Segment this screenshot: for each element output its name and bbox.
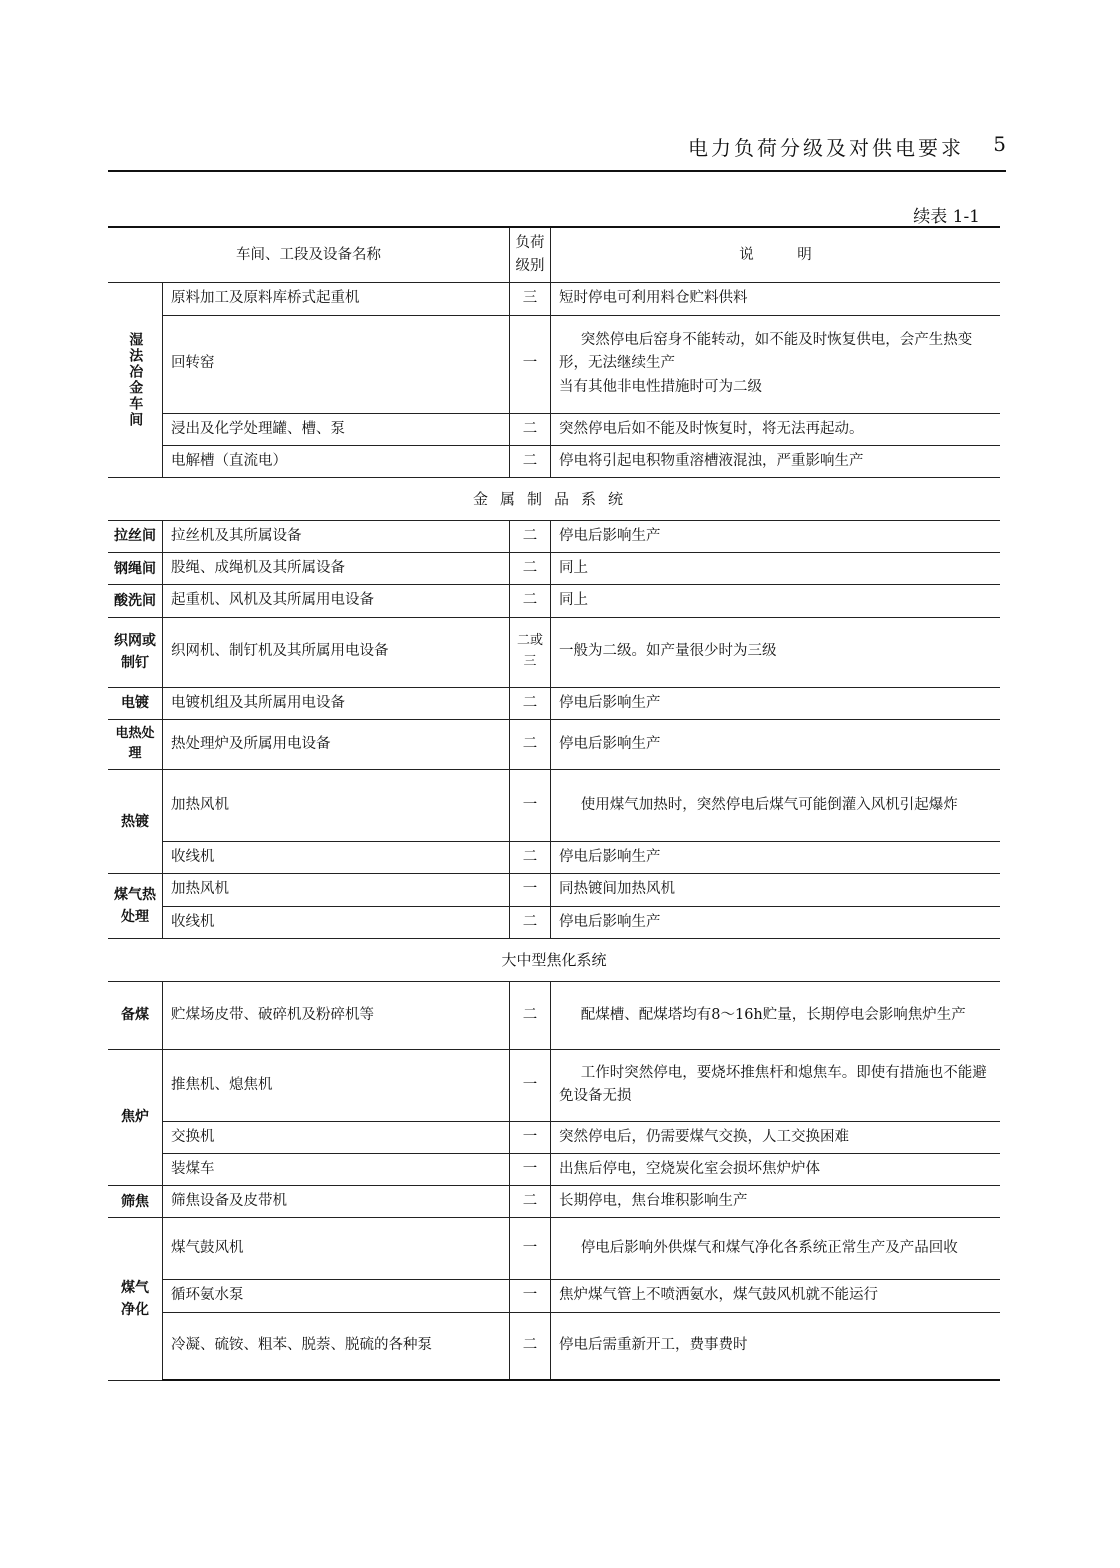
equipment-name: 筛焦设备及皮带机 (163, 1186, 510, 1218)
description: 停电后影响生产 (551, 842, 1001, 874)
description: 长期停电，焦台堆积影响生产 (551, 1186, 1001, 1218)
load-level: 二或三 (510, 617, 551, 687)
table-row (108, 770, 1000, 842)
load-level: 一 (510, 1154, 551, 1186)
group-label: 煤气热处理 (108, 874, 163, 938)
description: 同热镀间加热风机 (551, 874, 1001, 906)
description: 焦炉煤气管上不喷洒氨水，煤气鼓风机就不能运行 (551, 1280, 1001, 1312)
description: 一般为二级。如产量很少时为三级 (551, 617, 1001, 687)
continuation-label: 续表 1-1 (913, 207, 980, 227)
section-title: 金属制品系统 (108, 477, 1000, 520)
group-label: 拉丝间 (108, 520, 163, 552)
load-level: 二 (510, 906, 551, 938)
table-row (108, 445, 1000, 477)
equipment-name: 加热风机 (163, 874, 510, 906)
group-label: 织网或制钉 (108, 617, 163, 687)
description: 突然停电后，仍需要煤气交换，人工交换困难 (551, 1121, 1001, 1153)
load-level: 二 (510, 842, 551, 874)
load-level: 一 (510, 315, 551, 413)
load-level: 二 (510, 520, 551, 552)
load-level: 一 (510, 1280, 551, 1312)
table-row (108, 617, 1000, 687)
table-row (108, 1312, 1000, 1380)
table-row (108, 553, 1000, 585)
header-name: 车间、工段及设备名称 (108, 227, 510, 283)
load-level: 三 (510, 283, 551, 315)
equipment-name: 循环氨水泵 (163, 1280, 510, 1312)
load-level: 二 (510, 719, 551, 770)
description: 工作时突然停电，要烧坏推焦杆和熄焦车。即使有措施也不能避免设备无损 (551, 1049, 1001, 1121)
load-level: 二 (510, 553, 551, 585)
table-row (108, 315, 1000, 413)
table-row (108, 413, 1000, 445)
load-classification-table (108, 226, 1000, 1381)
group-label: 酸洗间 (108, 585, 163, 617)
table-row (108, 585, 1000, 617)
header-level: 负荷 级别 (510, 227, 551, 283)
group-label: 备煤 (108, 981, 163, 1049)
equipment-name: 交换机 (163, 1121, 510, 1153)
page-number: 5 (993, 132, 1006, 156)
description: 同上 (551, 553, 1001, 585)
description: 停电后影响外供煤气和煤气净化各系统正常生产及产品回收 (551, 1218, 1001, 1280)
description: 停电后影响生产 (551, 906, 1001, 938)
group-label: 热镀 (108, 770, 163, 874)
equipment-name: 电解槽（直流电） (163, 445, 510, 477)
group-label: 电镀 (108, 687, 163, 719)
group-label: 煤气净化 (120, 1279, 149, 1318)
load-level: 二 (510, 1312, 551, 1380)
load-level: 二 (510, 585, 551, 617)
equipment-name: 电镀机组及其所属用电设备 (163, 687, 510, 719)
table-row (108, 1280, 1000, 1312)
running-title: 电力负荷分级及对供电要求 (688, 136, 964, 160)
table-row (108, 981, 1000, 1049)
load-level: 一 (510, 770, 551, 842)
group-label: 湿法冶金车间 (127, 332, 144, 429)
load-level: 二 (510, 445, 551, 477)
table-row (108, 719, 1000, 770)
equipment-name: 收线机 (163, 906, 510, 938)
equipment-name: 原料加工及原料库桥式起重机 (163, 283, 510, 315)
description: 停电后影响生产 (551, 719, 1001, 770)
load-level: 二 (510, 1186, 551, 1218)
equipment-name: 回转窑 (163, 315, 510, 413)
group-label: 电热处理 (108, 719, 163, 770)
description: 停电后影响生产 (551, 520, 1001, 552)
description: 出焦后停电，空烧炭化室会损坏焦炉炉体 (551, 1154, 1001, 1186)
description: 同上 (551, 585, 1001, 617)
description: 停电将引起电积物重溶槽液混浊，严重影响生产 (551, 445, 1001, 477)
description: 配煤槽、配煤塔均有8～16h贮量，长期停电会影响焦炉生产 (551, 981, 1001, 1049)
equipment-name: 加热风机 (163, 770, 510, 842)
group-label: 筛焦 (108, 1186, 163, 1218)
load-level: 二 (510, 981, 551, 1049)
description: 短时停电可利用料仓贮料供料 (551, 283, 1001, 315)
load-level: 一 (510, 874, 551, 906)
table-row (108, 1218, 1000, 1280)
table-row (108, 1121, 1000, 1153)
group-label: 钢绳间 (108, 553, 163, 585)
equipment-name: 贮煤场皮带、破碎机及粉碎机等 (163, 981, 510, 1049)
equipment-name: 推焦机、熄焦机 (163, 1049, 510, 1121)
equipment-name: 起重机、风机及其所属用电设备 (163, 585, 510, 617)
description: 突然停电后窑身不能转动，如不能及时恢复供电，会产生热变形，无法继续生产 当有其他非电性措施时可为二级 (551, 315, 1001, 413)
load-level: 一 (510, 1049, 551, 1121)
equipment-name: 冷凝、硫铵、粗苯、脱萘、脱硫的各种泵 (163, 1312, 510, 1380)
description: 使用煤气加热时，突然停电后煤气可能倒灌入风机引起爆炸 (551, 770, 1001, 842)
group-label: 焦炉 (108, 1049, 163, 1185)
load-level: 一 (510, 1121, 551, 1153)
table-row (108, 842, 1000, 874)
equipment-name: 煤气鼓风机 (163, 1218, 510, 1280)
table-row (108, 687, 1000, 719)
equipment-name: 拉丝机及其所属设备 (163, 520, 510, 552)
header-description: 说 明 (551, 227, 1001, 283)
description: 突然停电后如不能及时恢复时，将无法再起动。 (551, 413, 1001, 445)
section-row (108, 477, 1000, 520)
table-row (108, 1049, 1000, 1121)
equipment-name: 收线机 (163, 842, 510, 874)
equipment-name: 热处理炉及所属用电设备 (163, 719, 510, 770)
section-row (108, 938, 1000, 981)
load-level: 二 (510, 687, 551, 719)
equipment-name: 股绳、成绳机及其所属设备 (163, 553, 510, 585)
table-row (108, 906, 1000, 938)
running-header (108, 132, 1006, 172)
equipment-name: 装煤车 (163, 1154, 510, 1186)
table-row (108, 1186, 1000, 1218)
section-title: 大中型焦化系统 (108, 938, 1000, 981)
description: 停电后需重新开工，费事费时 (551, 1312, 1001, 1380)
table-header-row (108, 227, 1000, 283)
load-level: 一 (510, 1218, 551, 1280)
description: 停电后影响生产 (551, 687, 1001, 719)
table-row (108, 1154, 1000, 1186)
equipment-name: 浸出及化学处理罐、槽、泵 (163, 413, 510, 445)
table-row (108, 283, 1000, 315)
equipment-name: 织网机、制钉机及其所属用电设备 (163, 617, 510, 687)
load-level: 二 (510, 413, 551, 445)
table-row (108, 520, 1000, 552)
table-row (108, 874, 1000, 906)
